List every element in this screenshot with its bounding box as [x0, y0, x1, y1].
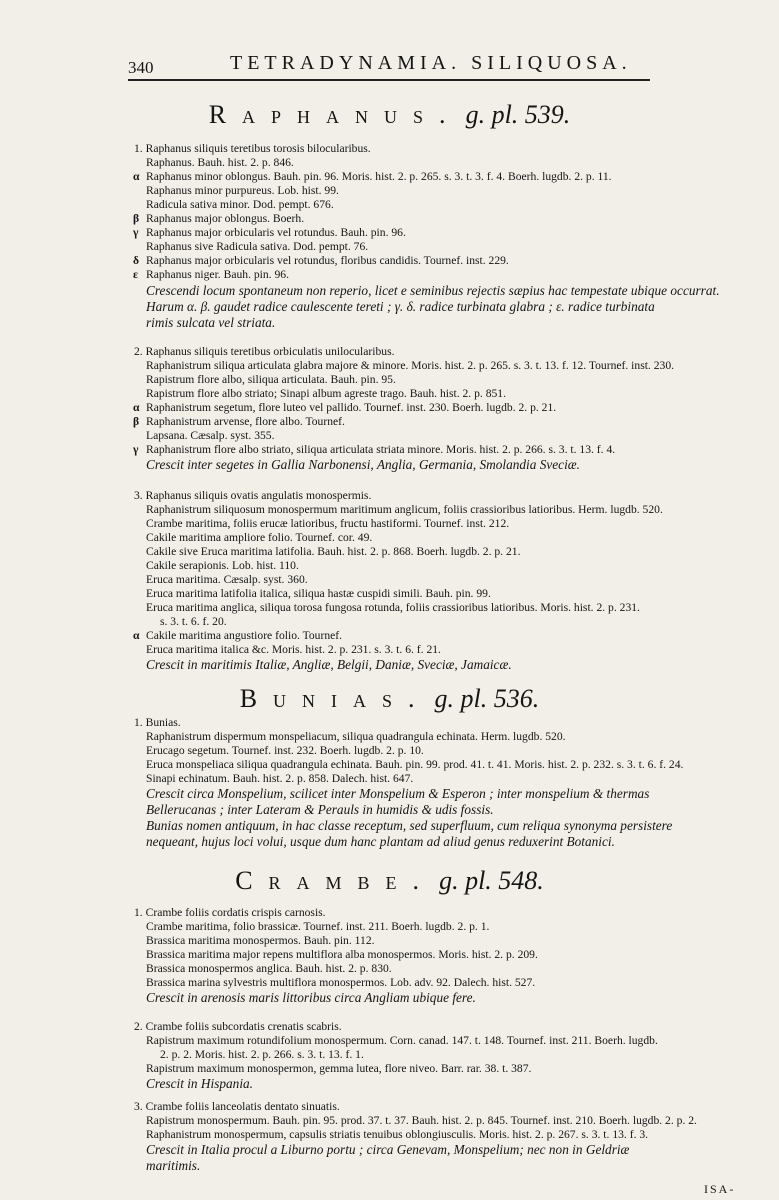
species-raphanus-1: 1. Raphanus siliquis teretibus torosis bilocularibus. — [134, 142, 371, 155]
habitat-note: Crescendi locum spontaneum non reperio, licet e seminibus rejectis sæpius hac tempestate ubique occurrat. — [146, 283, 720, 298]
variety-mark: β — [133, 415, 140, 428]
genus-heading-bunias: Bunias. g. pl. 536. — [239, 684, 540, 713]
note: Harum α. β. gaudet radice caulescente tereti ; γ. δ. radice turbinata glabra ; ε. radice turbinata — [146, 299, 655, 314]
species-bunias-1: 1. Bunias. — [134, 716, 181, 729]
synonym: Crambe maritima, foliis erucæ latioribus, fructu hastiformi. Tournef. inst. 212. — [146, 517, 510, 530]
synonym: Raphanistrum flore albo striato, siliqua articulata striata minore. Moris. hist. 2. p. 266. s. 3. t. 13. f. 4. — [146, 443, 616, 456]
habitat-note: Crescit circa Monspelium, scilicet inter Monspelium & Esperon ; inter monspelium & thermas — [146, 786, 650, 801]
synonym: Brassica monospermos anglica. Bauh. hist. 2. p. 830. — [146, 962, 392, 975]
synonym: Cakile maritima angustiore folio. Tournef. — [146, 629, 343, 642]
synonym: Eruca maritima. Cæsalp. syst. 360. — [146, 573, 308, 586]
running-title: TETRADYNAMIA. SILIQUOSA. — [230, 52, 632, 74]
genus-heading-raphanus: Raphanus. g. pl. 539. — [208, 100, 571, 129]
habitat-note: maritimis. — [146, 1158, 201, 1173]
synonym: Brassica maritima monospermos. Bauh. pin. 112. — [146, 934, 375, 947]
synonym: Rapistrum maximum rotundifolium monospermum. Corn. canad. 147. t. 148. Tournef. inst. 211. Boerh. lugdb. — [146, 1034, 658, 1047]
synonym: Raphanus minor purpureus. Lob. hist. 99. — [146, 184, 339, 197]
catchword: ISA- — [704, 1182, 736, 1196]
synonym: Crambe maritima, folio brassicæ. Tournef. inst. 211. Boerh. lugdb. 2. p. 1. — [146, 920, 490, 933]
synonym: Raphanus niger. Bauh. pin. 96. — [146, 268, 289, 281]
habitat-note: Bellerucanas ; inter Lateram & Perauls in humidis & udis fossis. — [146, 802, 494, 817]
synonym: Rapistrum monospermum. Bauh. pin. 95. prod. 37. t. 37. Bauh. hist. 2. p. 845. Tournef. inst. 210. Boerh. lugdb. 2. p. 2. — [146, 1114, 697, 1127]
synonym: Cakile maritima ampliore folio. Tournef. cor. 49. — [146, 531, 373, 544]
synonym: Raphanistrum monospermum, capsulis striatis tenuibus oblongiusculis. Moris. hist. 2. p. 267. s. 3. t. 13. f. 3. — [146, 1128, 649, 1141]
synonym: Rapistrum flore albo striato; Sinapi album agreste trago. Bauh. hist. 2. p. 851. — [146, 387, 506, 400]
synonym: Lapsana. Cæsalp. syst. 355. — [146, 429, 275, 442]
synonym: Sinapi echinatum. Bauh. hist. 2. p. 858. Dalech. hist. 647. — [146, 772, 414, 785]
synonym: Cakile serapionis. Lob. hist. 110. — [146, 559, 299, 572]
variety-mark: α — [133, 401, 140, 414]
variety-mark: γ — [133, 443, 139, 456]
synonym: Rapistrum maximum monospermon, gemma lutea, flore niveo. Barr. rar. 38. t. 387. — [146, 1062, 532, 1075]
synonym: Eruca maritima italica &c. Moris. hist. 2. p. 231. s. 3. t. 6. f. 21. — [146, 643, 441, 656]
species-crambe-1: 1. Crambe foliis cordatis crispis carnosis. — [134, 906, 326, 919]
page-number: 340 — [128, 58, 154, 77]
synonym: Raphanus major orbicularis vel rotundus, floribus candidis. Tournef. inst. 229. — [146, 254, 509, 267]
species-raphanus-2: 2. Raphanus siliquis teretibus orbiculatis unilocularibus. — [134, 345, 395, 358]
header-rule — [128, 79, 650, 81]
variety-mark: α — [133, 170, 140, 183]
synonym: Raphanus minor oblongus. Bauh. pin. 96. Moris. hist. 2. p. 265. s. 3. t. 3. f. 4. Boerh. lugdb. 2. p. 11. — [146, 170, 612, 183]
synonym: Raphanistrum segetum, flore luteo vel pallido. Tournef. inst. 230. Boerh. lugdb. 2. p. 21. — [146, 401, 557, 414]
synonym-continuation: 2. p. 2. Moris. hist. 2. p. 266. s. 3. t. 13. f. 1. — [160, 1048, 364, 1061]
synonym: Raphanistrum arvense, flore albo. Tournef. — [146, 415, 345, 428]
synonym: Eruca monspeliaca siliqua quadrangula echinata. Bauh. pin. 99. prod. 41. t. 41. Moris. hist. 2. p. 232. s. 3. t. 6. f. 24. — [146, 758, 684, 771]
synonym: Rapistrum flore albo, siliqua articulata. Bauh. pin. 95. — [146, 373, 396, 386]
variety-mark: δ — [133, 254, 140, 267]
note: nequeant, hujus loci volui, usque dum hanc plantam ad aliud genus reduxerint Botanici. — [146, 834, 615, 849]
variety-mark: α — [133, 629, 140, 642]
synonym-continuation: s. 3. t. 6. f. 20. — [160, 615, 227, 628]
variety-mark: β — [133, 212, 140, 225]
variety-mark: ε — [133, 268, 138, 281]
genus-heading-crambe: Crambe. g. pl. 548. — [235, 866, 544, 895]
synonym: Raphanus sive Radicula sativa. Dod. pempt. 76. — [146, 240, 369, 253]
synonym: Raphanistrum siliqua articulata glabra majore & minore. Moris. hist. 2. p. 265. s. 3. t. 13. f. 12. Tournef. inst. 230. — [146, 359, 675, 372]
habitat-note: Crescit in arenosis maris littoribus circa Angliam ubique fere. — [146, 990, 476, 1005]
species-crambe-2: 2. Crambe foliis subcordatis crenatis scabris. — [134, 1020, 342, 1033]
synonym: Raphanus. Bauh. hist. 2. p. 846. — [146, 156, 294, 169]
synonym: Raphanus major orbicularis vel rotundus. Bauh. pin. 96. — [146, 226, 406, 239]
habitat-note: Crescit in maritimis Italiæ, Angliæ, Belgii, Daniæ, Sveciæ, Jamaicæ. — [146, 657, 512, 672]
habitat-note: Crescit inter segetes in Gallia Narbonensi, Anglia, Germania, Smolandia Sveciæ. — [146, 457, 580, 472]
species-raphanus-3: 3. Raphanus siliquis ovatis angulatis monospermis. — [134, 489, 372, 502]
habitat-note: Crescit in Hispania. — [146, 1076, 253, 1091]
note: rimis sulcata vel striata. — [146, 315, 276, 330]
synonym: Raphanistrum siliquosum monospermum maritimum anglicum, foliis crassioribus latioribus. Herm. lugdb. 520. — [146, 503, 663, 516]
note: Bunias nomen antiquum, in hac classe receptum, sed superfluum, cum reliqua synonyma persistere — [146, 818, 673, 833]
synonym: Radicula sativa minor. Dod. pempt. 676. — [146, 198, 334, 211]
variety-mark: γ — [133, 226, 139, 239]
habitat-note: Crescit in Italia procul a Liburno portu ; circa Genevam, Monspelium; nec non in Geldriæ — [146, 1142, 630, 1157]
synonym: Eruca maritima latifolia italica, siliqua hastæ cuspidi simili. Bauh. pin. 99. — [146, 587, 491, 600]
synonym: Raphanistrum dispermum monspeliacum, siliqua quadrangula echinata. Herm. lugdb. 520. — [146, 730, 566, 743]
synonym: Eruca maritima anglica, siliqua torosa fungosa rotunda, foliis crassioribus latioribus. Moris. hist. 2. p. 231. — [146, 601, 640, 614]
synonym: Cakile sive Eruca maritima latifolia. Bauh. hist. 2. p. 868. Boerh. lugdb. 2. p. 21. — [146, 545, 521, 558]
synonym: Raphanus major oblongus. Boerh. — [146, 212, 305, 225]
species-crambe-3: 3. Crambe foliis lanceolatis dentato sinuatis. — [134, 1100, 340, 1113]
synonym: Brassica maritima major repens multiflora alba monospermos. Moris. hist. 2. p. 209. — [146, 948, 538, 961]
synonym: Brassica marina sylvestris multiflora monospermos. Lob. adv. 92. Dalech. hist. 527. — [146, 976, 536, 989]
synonym: Erucago segetum. Tournef. inst. 232. Boerh. lugdb. 2. p. 10. — [146, 744, 424, 757]
